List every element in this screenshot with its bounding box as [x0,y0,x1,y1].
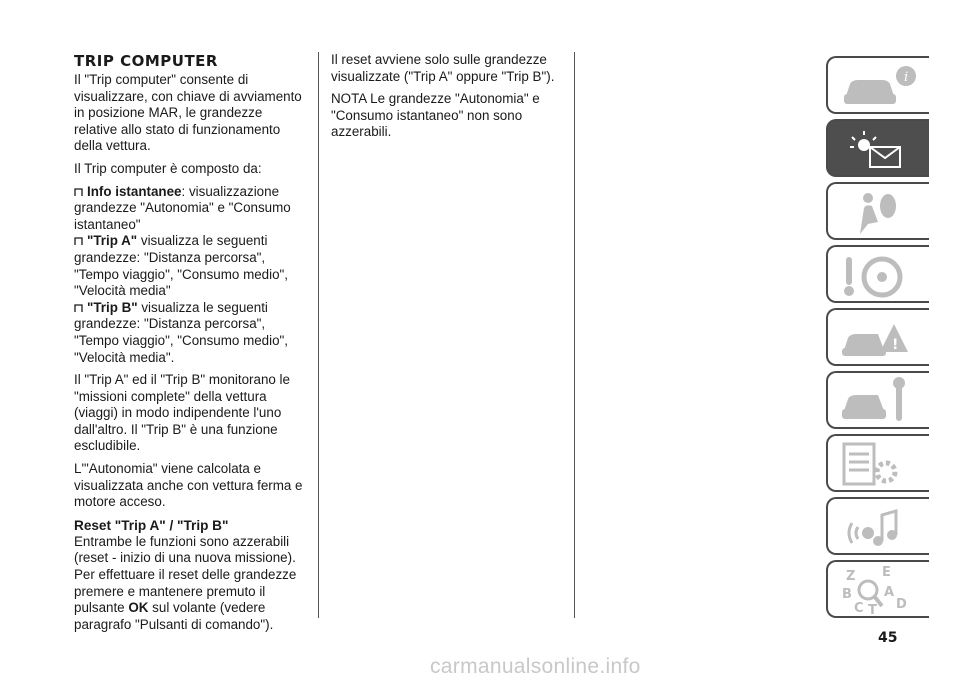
technical-data-icon [838,440,928,490]
tab-maintenance[interactable] [826,371,929,429]
tab-warning-lights[interactable] [826,119,929,177]
svg-text:i: i [904,70,909,85]
column-divider [318,52,319,618]
autonomy-paragraph: L'"Autonomia" viene calcolata e visualizzata anche con vettura ferma e motore acceso. [74,461,303,510]
watermark: carmanualsonline.info [430,655,641,678]
svg-text:T: T [868,603,877,616]
list-item-text: visualizzazione grandezze "Autonomia" e "Consumo istantaneo" [74,183,291,232]
svg-text:E: E [882,566,891,580]
list-item-term: Info istantanee [87,183,182,199]
list-item-text: visualizza le seguenti grandezze: "Distanza percorsa", "Tempo viaggio", "Consumo medio", "Velocità media". [74,299,289,365]
multimedia-icon [838,503,928,553]
reset-text-end: sul volante (vedere paragrafo "Pulsanti di comando"). [74,600,274,632]
tab-emergency[interactable] [826,308,929,366]
safety-airbag-icon [838,188,928,238]
page-title: TRIP COMPUTER [74,52,218,70]
tab-safety[interactable] [826,182,929,240]
bullet-icon [74,237,83,246]
intro-paragraph: Il "Trip computer" consente di visualizzare, con chiave di avviamento in posizione MAR, le grandezze relative allo stato di funzionamento della vettura. [74,72,302,154]
column-middle [331,52,563,147]
emergency-car-icon [838,314,928,364]
tab-technical-data[interactable] [826,434,929,492]
reset-heading: Reset "Trip A" / "Trip B" [74,517,229,533]
column-divider [574,52,575,618]
column-left [74,52,306,639]
tab-starting-driving[interactable] [826,245,929,303]
svg-text:D: D [896,597,907,612]
list-item-sep: : [181,183,186,199]
tab-multimedia[interactable] [826,497,929,555]
list-item-trip-b [74,300,306,366]
alphabetical-index-icon [838,566,928,616]
bullet-icon [74,304,83,313]
tab-index[interactable] [826,560,929,618]
bullet-icon [74,188,83,197]
list-item-term: "Trip B" [87,299,138,315]
svg-text:Z: Z [846,569,856,584]
car-maintenance-icon [838,377,928,427]
list-item-trip-a [74,233,306,299]
trip-monitor-paragraph: Il "Trip A" ed il "Trip B" monitorano le "missioni complete" della vettura (viaggi) in modo indipendente l'uno dall'altro. Il "Trip B" è una funzione escludibile. [74,372,290,454]
key-steering-wheel-icon [838,251,928,301]
car-info-icon [838,62,928,112]
nota-paragraph: NOTA Le grandezze "Autonomia" e "Consumo istantaneo" non sono azzerabili. [331,91,540,140]
svg-text:B: B [842,587,852,602]
warning-lights-message-icon [838,125,928,175]
tab-car-info[interactable] [826,56,929,114]
svg-text:!: ! [892,337,899,353]
ok-button-label: OK [128,600,149,616]
list-item-term: "Trip A" [87,233,138,249]
list-item-text: visualizza le seguenti grandezze: "Distanza percorsa", "Tempo viaggio", "Consumo medio", "Velocità media" [74,233,289,299]
reset-paragraph [74,534,306,634]
list-item-info [74,184,306,234]
page-number: 45 [878,630,898,646]
composition-paragraph: Il Trip computer è composto da: [74,160,262,176]
reset-text: Entrambe le funzioni sono azzerabili (reset - inizio di una nuova missione). Per effettuare il reset delle grandezze premere e mantenere premuto il pulsante [74,533,297,616]
svg-text:C: C [854,601,864,616]
reset-note-paragraph: Il reset avviene solo sulle grandezze visualizzate ("Trip A" oppure "Trip B"). [331,52,555,84]
svg-text:A: A [884,585,895,600]
